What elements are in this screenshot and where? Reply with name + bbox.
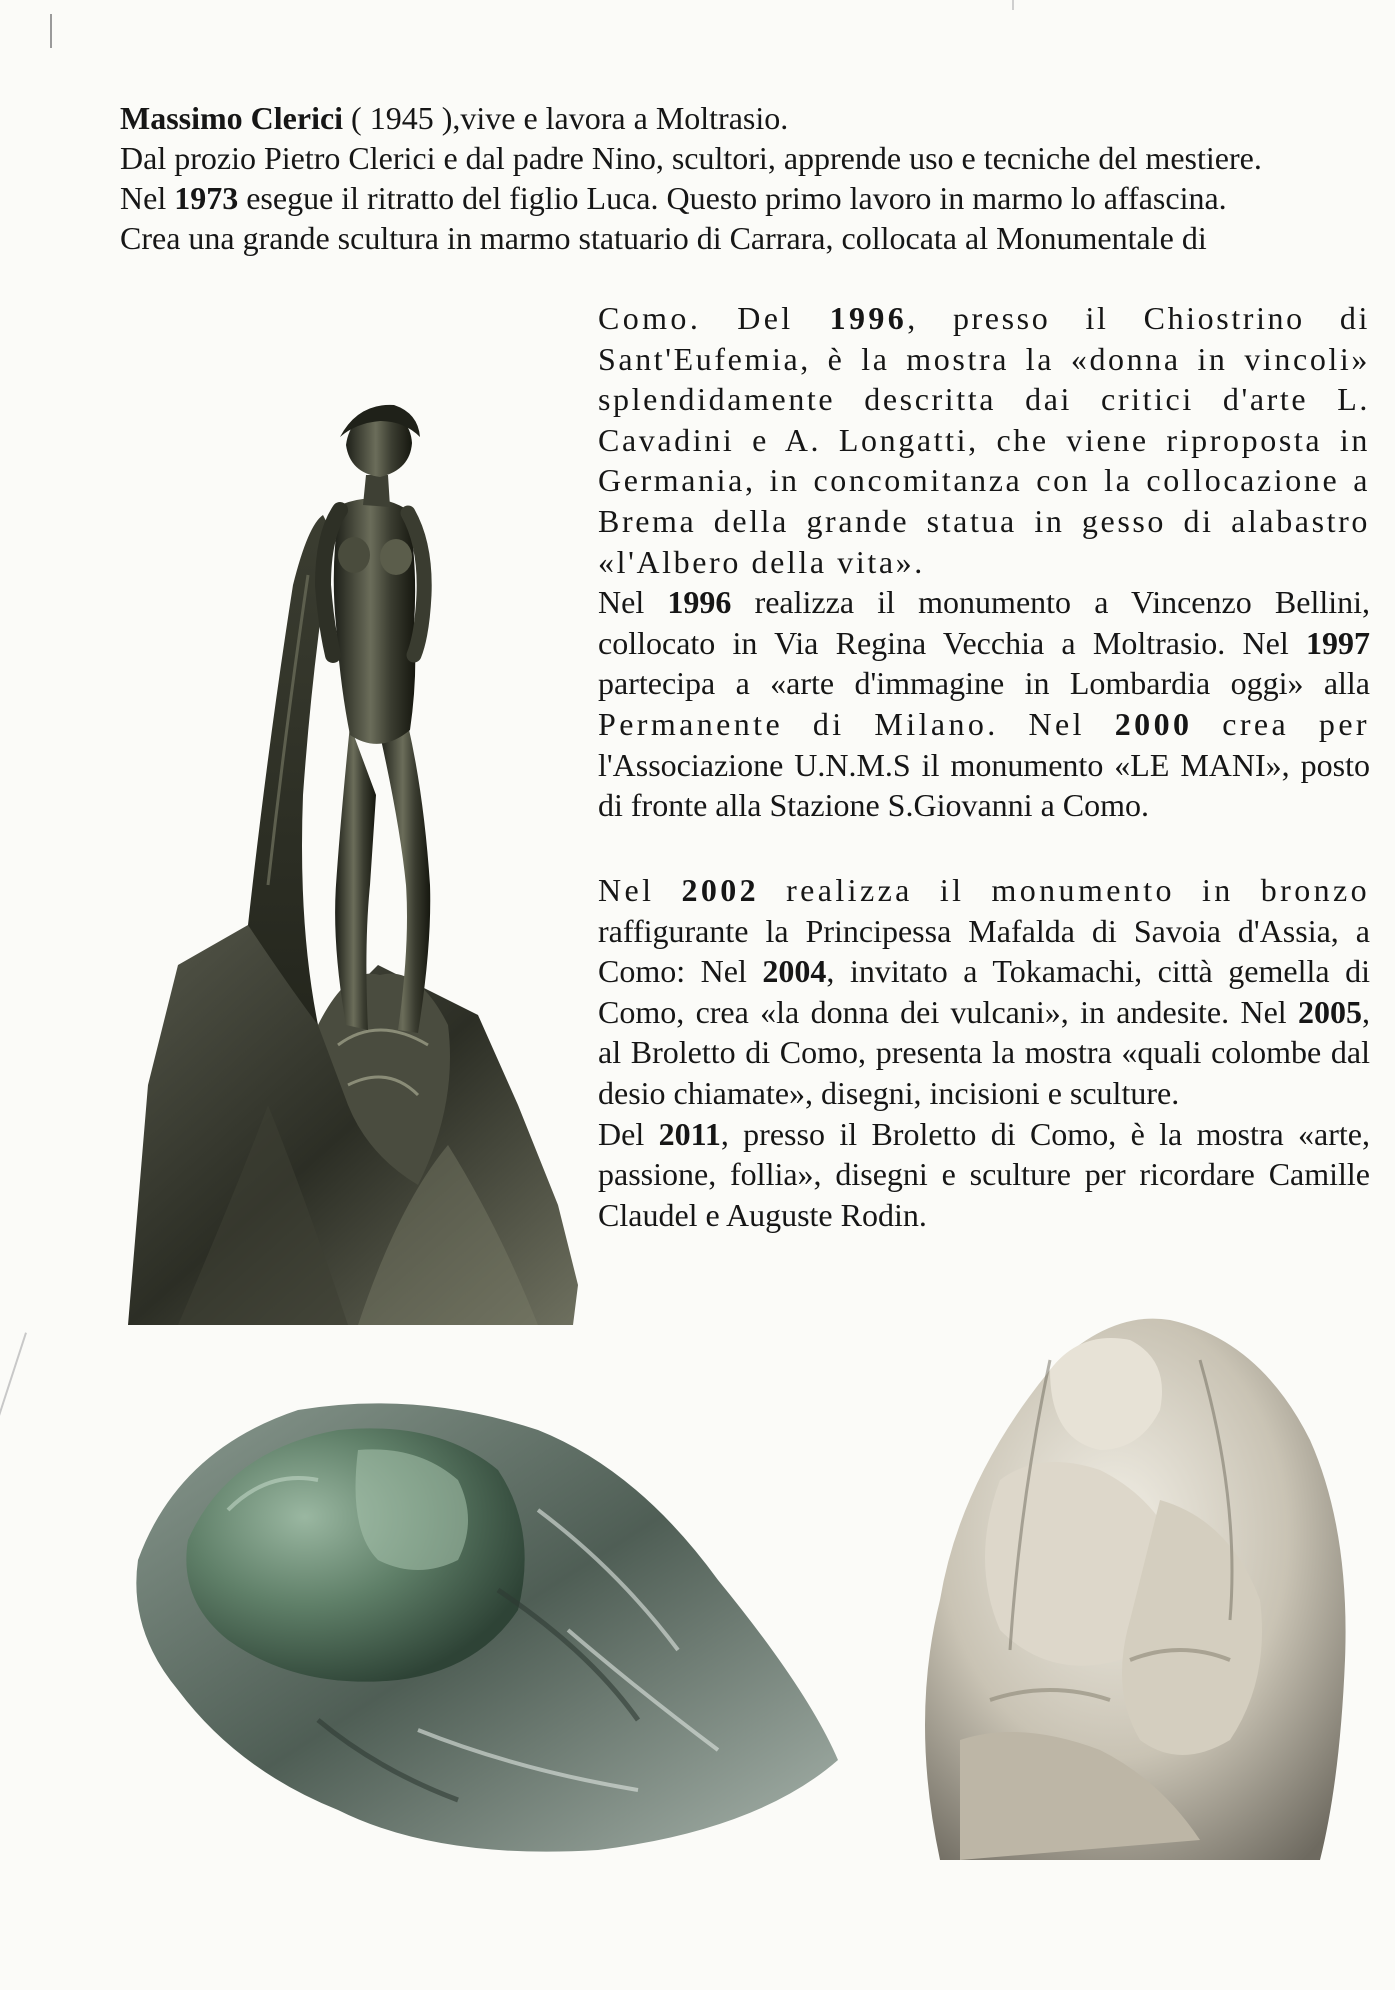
biography-column-2 bbox=[598, 870, 1370, 1235]
paragraph-1996-exhibition bbox=[598, 298, 1370, 582]
text-fragment: realizza il monumento a Vincenzo Bellini, collocato in Via Regina Vecchia a Moltrasio. Nel bbox=[598, 584, 1371, 661]
text-fragment: Nel bbox=[598, 872, 682, 908]
paragraph-2011 bbox=[598, 1114, 1370, 1236]
year-2000: 2000 bbox=[1114, 705, 1193, 742]
text-fragment: Permanente di Milano. Nel bbox=[598, 705, 1115, 742]
intro-line-4: Crea una grande scultura in marmo statuario di Carrara, collocata al Monumentale di bbox=[120, 220, 1207, 256]
year-1997: 1997 bbox=[1306, 624, 1370, 661]
text-fragment: crea per bbox=[1192, 705, 1370, 742]
artist-name: Massimo Clerici bbox=[120, 100, 344, 136]
scan-mark bbox=[0, 1332, 27, 1437]
year-2002: 2002 bbox=[681, 872, 760, 908]
text-fragment: Nel bbox=[598, 584, 668, 621]
text-fragment: raffigurante la Principessa Mafalda di Savoia d'Assia, a Como: Nel bbox=[598, 912, 1370, 990]
birth-year: ( 1945 ) bbox=[351, 100, 453, 136]
bronze-standing-figure-photo bbox=[118, 325, 578, 1325]
text-fragment: , invitato a Tokamachi, città gemella di Como, crea «la donna dei vulcani», in andesite. Nel bbox=[598, 953, 1371, 1030]
text-fragment: Nel bbox=[120, 180, 175, 216]
text-fragment: , presso il Chiostrino di Sant'Eufemia, è la mostra la «donna in vincoli» splendidamente descritta dai critici d'arte L. Cavadini e A. Longatti, che viene riproposta in Germania, in concomitanza con la collocazione a Brema della grande statua in gesso di alabastro «l'Albero della vita». bbox=[598, 300, 1371, 580]
intro-line-1 bbox=[120, 98, 1370, 138]
year-2005: 2005 bbox=[1298, 993, 1362, 1030]
text-fragment: Del bbox=[598, 1115, 659, 1152]
paragraph-2002 bbox=[598, 870, 1370, 1114]
year-1973: 1973 bbox=[174, 180, 239, 216]
marble-embracing-figures-photo bbox=[900, 1300, 1370, 1880]
year-2011: 2011 bbox=[658, 1115, 721, 1152]
year-2004: 2004 bbox=[762, 953, 827, 990]
text-fragment: esegue il ritratto del figlio Luca. Questo primo lavoro in marmo lo affascina. bbox=[238, 180, 1227, 216]
paragraph-1996-monument bbox=[598, 582, 1370, 826]
scan-mark bbox=[1012, 0, 1014, 10]
text-fragment: , al Broletto di Como, presenta la mostra «quali colombe dal desio chiamate», disegni, incisioni e sculture. bbox=[598, 993, 1370, 1111]
residence: ,vive e lavora a Moltrasio. bbox=[452, 100, 789, 136]
green-stone-sculpture-photo bbox=[118, 1390, 848, 1860]
intro-line-2: Dal prozio Pietro Clerici e dal padre Nino, scultori, apprende uso e tecniche del mestiere. bbox=[120, 140, 1262, 176]
year-1996: 1996 bbox=[829, 300, 908, 336]
year-1996: 1996 bbox=[667, 584, 732, 621]
text-fragment: Como. Del bbox=[598, 300, 830, 336]
intro-line-3 bbox=[120, 178, 1370, 218]
scan-mark bbox=[50, 14, 52, 48]
text-fragment: , presso il Broletto di Como, è la mostra «arte, passione, follia», disegni e sculture per ricordare Camille Claudel e Auguste Rodin. bbox=[598, 1115, 1371, 1233]
text-fragment: realizza il monumento in bronzo bbox=[759, 872, 1370, 908]
text-fragment: l'Associazione U.N.M.S il monumento «LE MANI», posto di fronte alla Stazione S.Giovanni a Como. bbox=[598, 746, 1370, 824]
biography-column-1 bbox=[598, 298, 1370, 826]
intro-text bbox=[120, 98, 1370, 258]
text-fragment: partecipa a «arte d'immagine in Lombardia oggi» alla bbox=[598, 665, 1370, 702]
